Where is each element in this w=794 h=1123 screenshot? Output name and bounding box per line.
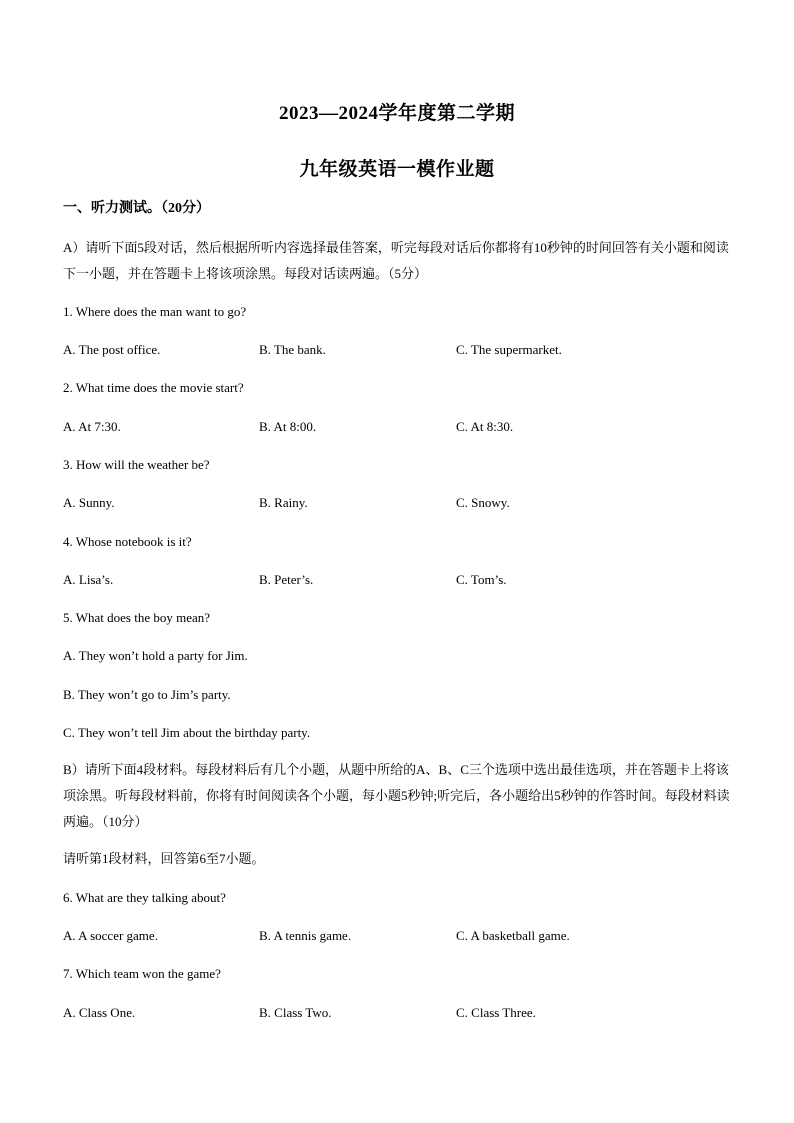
q3-option-c: C. Snowy.	[456, 495, 510, 510]
q5-option-c: C. They won’t tell Jim about the birthday party.	[63, 725, 311, 740]
part-b-instructions: B）请所下面4段材料。每段材料后有几个小题，从题中所给的A、B、C三个选项中选出最佳选项，并在答题卡上将该项涂黑。听每段材料前，你将有时间阅读各个小题，每小题5秒钟;听完后，各小题给出5秒钟的作答时间。每段材料读两遍。（10分）	[63, 762, 730, 829]
q4-option-a: A. Lisa’s.	[63, 572, 114, 587]
question-4: 4. Whose notebook is it?	[63, 534, 192, 549]
part-a-instructions: A）请听下面5段对话，然后根据所听内容选择最佳答案，听完每段对话后你都将有10秒钟的时间回答有关小题和阅读下一小题，并在答题卡上将该项涂黑。每段对话读两遍。（5分）	[63, 240, 729, 281]
question-2: 2. What time does the movie start?	[63, 380, 244, 395]
q7-option-a: A. Class One.	[63, 1005, 136, 1020]
q3-option-b: B. Rainy.	[259, 495, 308, 510]
q7-option-c: C. Class Three.	[456, 1005, 536, 1020]
section-heading-listening: 一、听力测试。（20分）	[63, 201, 210, 216]
q2-option-a: A. At 7:30.	[63, 419, 121, 434]
question-6: 6. What are they talking about?	[63, 890, 226, 905]
q6-option-a: A. A soccer game.	[63, 928, 158, 943]
q2-option-c: C. At 8:30.	[456, 419, 514, 434]
q2-option-b: B. At 8:00.	[259, 419, 317, 434]
q5-option-b: B. They won’t go to Jim’s party.	[63, 687, 231, 702]
q1-option-c: C. The supermarket.	[456, 342, 562, 357]
question-1: 1. Where does the man want to go?	[63, 304, 247, 319]
q1-option-a: A. The post office.	[63, 342, 161, 357]
question-5: 5. What does the boy mean?	[63, 610, 211, 625]
material-1-intro: 请听第1段材料，回答第6至7小题。	[63, 851, 265, 866]
q4-option-b: B. Peter’s.	[259, 572, 314, 587]
q4-option-c: C. Tom’s.	[456, 572, 507, 587]
exam-title: 2023—2024学年度第二学期	[278, 103, 515, 124]
q6-option-c: C. A basketball game.	[456, 928, 570, 943]
q7-option-b: B. Class Two.	[259, 1005, 332, 1020]
q3-option-a: A. Sunny.	[63, 495, 115, 510]
q1-option-b: B. The bank.	[259, 342, 326, 357]
exam-subtitle: 九年级英语一模作业题	[299, 159, 495, 180]
q5-option-a: A. They won’t hold a party for Jim.	[63, 648, 248, 663]
question-7: 7. Which team won the game?	[63, 966, 221, 981]
question-3: 3. How will the weather be?	[63, 457, 210, 472]
q6-option-b: B. A tennis game.	[259, 928, 352, 943]
